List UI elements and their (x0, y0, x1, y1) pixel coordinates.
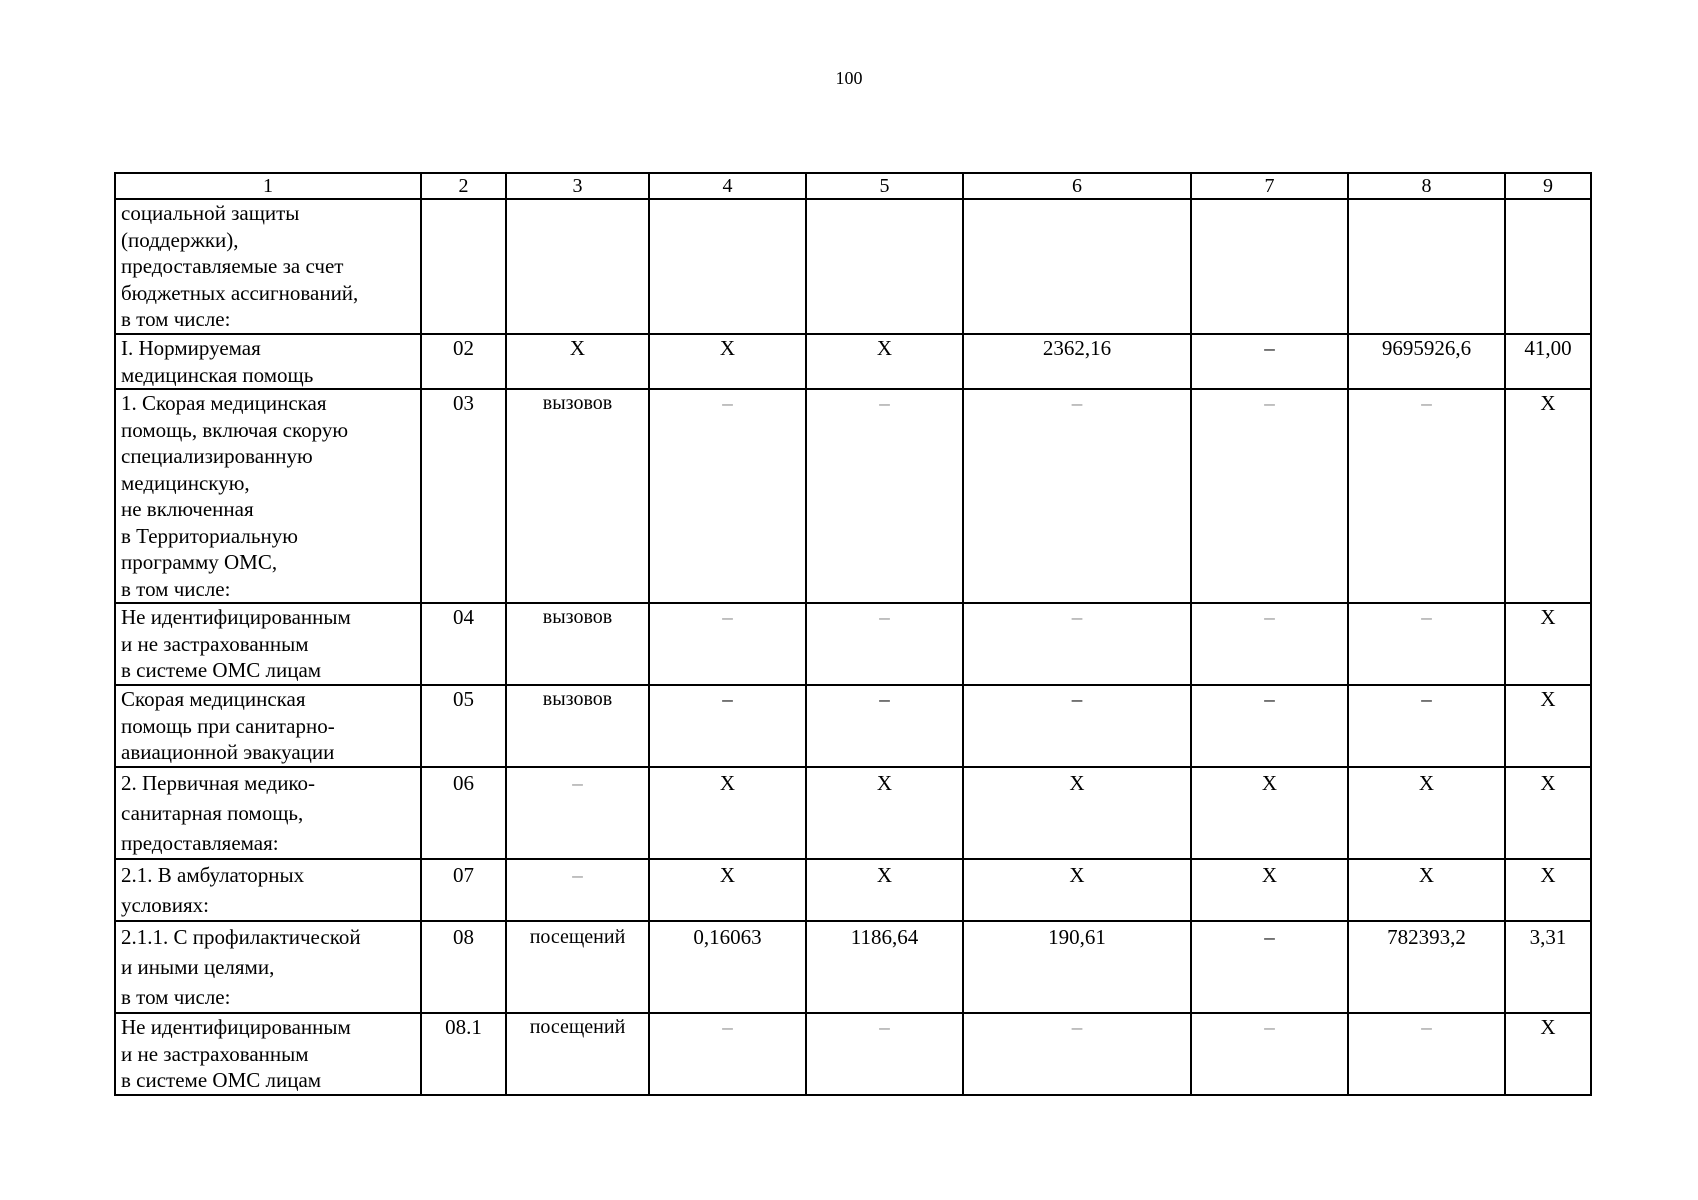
row-col7-cell (1191, 199, 1348, 334)
row-code-cell: 04 (421, 603, 506, 685)
row-col6-cell: – (963, 389, 1191, 603)
row-col8-cell: X (1348, 859, 1505, 921)
page-number: 100 (835, 68, 863, 88)
row-col4-cell: X (649, 859, 806, 921)
row-col8-cell (1348, 199, 1505, 334)
row-unit-cell: посещений (506, 921, 649, 1013)
row-col7-cell: – (1191, 334, 1348, 389)
row-col5-cell: – (806, 603, 963, 685)
header-cell-8: 8 (1348, 173, 1505, 199)
row-col7-cell: – (1191, 1013, 1348, 1095)
header-cell-9: 9 (1505, 173, 1591, 199)
row-col7-cell: – (1191, 921, 1348, 1013)
row-col9-cell: X (1505, 603, 1591, 685)
row-col6-cell: 2362,16 (963, 334, 1191, 389)
row-col6-cell: 190,61 (963, 921, 1191, 1013)
row-col5-cell: – (806, 389, 963, 603)
row-col4-cell: 0,16063 (649, 921, 806, 1013)
row-col6-cell: X (963, 767, 1191, 859)
row-col8-cell: – (1348, 603, 1505, 685)
header-cell-6: 6 (963, 173, 1191, 199)
row-col9-cell: 3,31 (1505, 921, 1591, 1013)
row-col5-cell: X (806, 859, 963, 921)
row-col9-cell: X (1505, 859, 1591, 921)
row-col5-cell: – (806, 1013, 963, 1095)
row-unit-cell: вызовов (506, 603, 649, 685)
row-col7-cell: – (1191, 603, 1348, 685)
row-name-cell: Не идентифицированным и не застрахованным в системе ОМС лицам (115, 603, 421, 685)
row-col4-cell: – (649, 603, 806, 685)
row-col4-cell (649, 199, 806, 334)
row-col9-cell: X (1505, 767, 1591, 859)
header-cell-7: 7 (1191, 173, 1348, 199)
row-name-cell: Скорая медицинская помощь при санитарно- авиационной эвакуации (115, 685, 421, 767)
row-unit-cell: вызовов (506, 685, 649, 767)
row-name-cell: I. Нормируемая медицинская помощь (115, 334, 421, 389)
table-row (115, 334, 1591, 389)
row-col4-cell: X (649, 767, 806, 859)
row-col9-cell: 41,00 (1505, 334, 1591, 389)
row-code-cell: 07 (421, 859, 506, 921)
row-col4-cell: – (649, 1013, 806, 1095)
row-col5-cell: 1186,64 (806, 921, 963, 1013)
row-col9-cell: X (1505, 389, 1591, 603)
table-row (115, 389, 1591, 603)
header-row (115, 173, 1591, 199)
row-col8-cell: X (1348, 767, 1505, 859)
row-col5-cell (806, 199, 963, 334)
row-col7-cell: X (1191, 859, 1348, 921)
row-name-cell: 1. Скорая медицинская помощь, включая скорую специализированную медицинскую, не включенная в Территориальную программу ОМС, в том числе: (115, 389, 421, 603)
row-col8-cell: – (1348, 685, 1505, 767)
row-col9-cell (1505, 199, 1591, 334)
row-col5-cell: – (806, 685, 963, 767)
row-col9-cell: X (1505, 685, 1591, 767)
row-unit-cell (506, 199, 649, 334)
row-col8-cell: – (1348, 389, 1505, 603)
row-col8-cell: 782393,2 (1348, 921, 1505, 1013)
row-col4-cell: – (649, 389, 806, 603)
row-name-cell: 2.1.1. С профилактической и иными целями, в том числе: (115, 921, 421, 1013)
row-col7-cell: X (1191, 767, 1348, 859)
row-col5-cell: X (806, 334, 963, 389)
header-cell-2: 2 (421, 173, 506, 199)
table-row (115, 921, 1591, 1013)
row-col6-cell: – (963, 603, 1191, 685)
row-code-cell: 03 (421, 389, 506, 603)
row-name-cell: Не идентифицированным и не застрахованным в системе ОМС лицам (115, 1013, 421, 1095)
row-col8-cell: 9695926,6 (1348, 334, 1505, 389)
row-name-cell: 2. Первичная медико- санитарная помощь, предоставляемая: (115, 767, 421, 859)
data-table (114, 172, 1592, 1096)
table-row (115, 767, 1591, 859)
row-unit-cell: – (506, 859, 649, 921)
row-col6-cell: – (963, 1013, 1191, 1095)
table-row (115, 603, 1591, 685)
row-col6-cell (963, 199, 1191, 334)
row-col7-cell: – (1191, 389, 1348, 603)
table-row (115, 199, 1591, 334)
row-col6-cell: – (963, 685, 1191, 767)
row-code-cell: 05 (421, 685, 506, 767)
header-cell-5: 5 (806, 173, 963, 199)
table-row (115, 1013, 1591, 1095)
row-col8-cell: – (1348, 1013, 1505, 1095)
header-cell-4: 4 (649, 173, 806, 199)
row-col4-cell: X (649, 334, 806, 389)
row-code-cell: 06 (421, 767, 506, 859)
row-code-cell: 02 (421, 334, 506, 389)
row-col7-cell: – (1191, 685, 1348, 767)
row-code-cell: 08.1 (421, 1013, 506, 1095)
table-row (115, 859, 1591, 921)
row-col9-cell: X (1505, 1013, 1591, 1095)
header-cell-3: 3 (506, 173, 649, 199)
row-code-cell: 08 (421, 921, 506, 1013)
row-unit-cell: X (506, 334, 649, 389)
row-name-cell: 2.1. В амбулаторных условиях: (115, 859, 421, 921)
header-cell-1: 1 (115, 173, 421, 199)
row-col4-cell: – (649, 685, 806, 767)
row-unit-cell: – (506, 767, 649, 859)
table-row (115, 685, 1591, 767)
row-unit-cell: посещений (506, 1013, 649, 1095)
row-unit-cell: вызовов (506, 389, 649, 603)
row-code-cell (421, 199, 506, 334)
row-col5-cell: X (806, 767, 963, 859)
row-name-cell: социальной защиты (поддержки), предоставляемые за счет бюджетных ассигнований, в том числе: (115, 199, 421, 334)
row-col6-cell: X (963, 859, 1191, 921)
